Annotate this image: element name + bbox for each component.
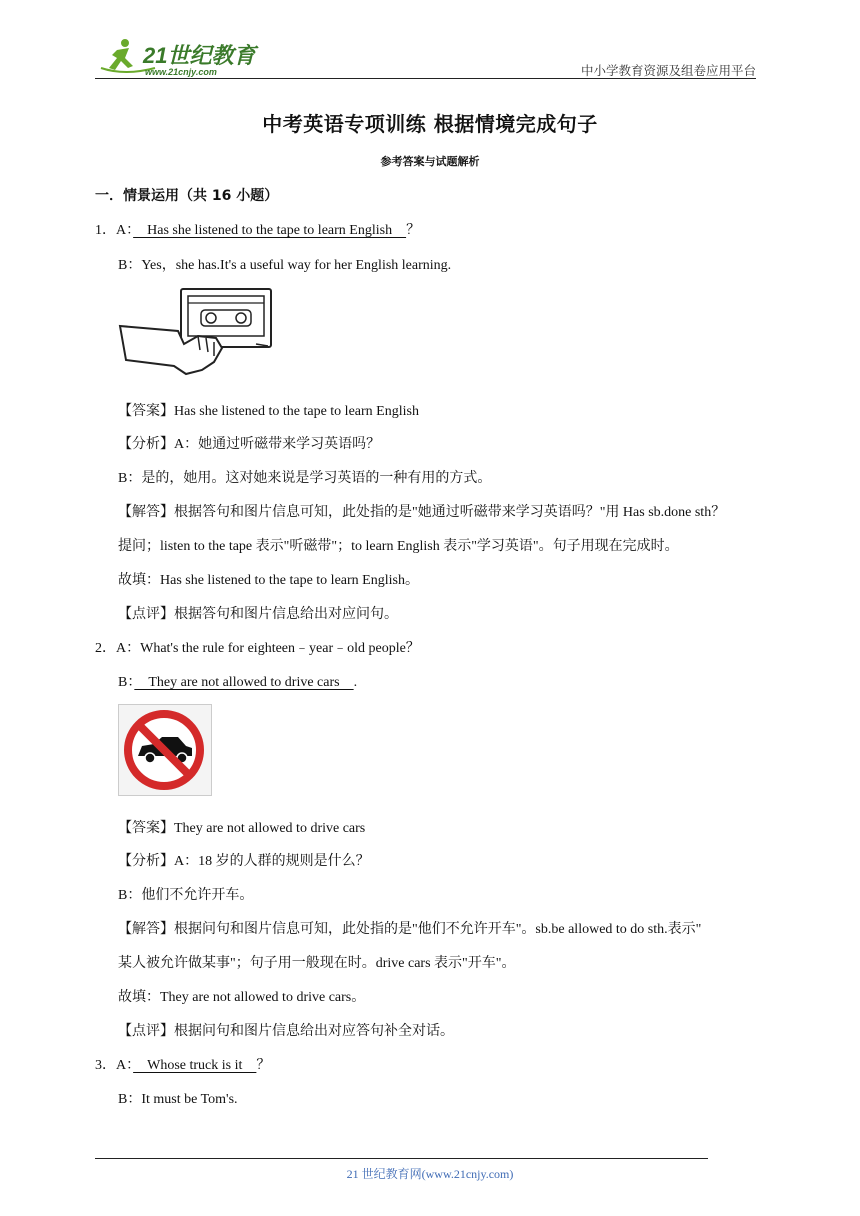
q2-blank: They are not allowed to drive cars bbox=[134, 675, 354, 690]
platform-name: 中小学教育资源及组卷应用平台 bbox=[580, 64, 756, 78]
svg-text:21世纪教育: 21世纪教育 bbox=[143, 43, 256, 68]
q1-analysis-b: B：是的，她用。这对她来说是学习英语的一种有用的方式。 bbox=[118, 471, 492, 486]
header-divider bbox=[95, 78, 756, 79]
q2-analysis-b: B：他们不允许开车。 bbox=[118, 888, 254, 903]
q3-reply: B：It must be Tom's. bbox=[118, 1092, 238, 1107]
q2-fill: 故填：They are not allowed to drive cars。 bbox=[118, 990, 366, 1005]
q2-solution: 【解答】根据问句和图片信息可知，此处指的是"他们不允许开车"。sb.be allowed to do sth.表示" bbox=[118, 922, 702, 937]
page-subtitle: 参考答案与试题解析 bbox=[380, 155, 480, 168]
section-heading: 一．情景运用（共 16 小题） bbox=[95, 188, 279, 204]
q2-solution-cont: 某人被允许做某事"；句子用一般现在时。drive cars 表示"开车"。 bbox=[118, 956, 516, 971]
q2-question-line: 2．A：What's the rule for eighteen﹣year﹣old people？ bbox=[95, 641, 420, 656]
q3-question-line: 3．A： Whose truck is it ？ bbox=[95, 1058, 271, 1073]
q3-blank: Whose truck is it bbox=[133, 1058, 257, 1073]
q1-fill: 故填：Has she listened to the tape to learn English。 bbox=[118, 573, 419, 588]
q1-comment: 【点评】根据答句和图片信息给出对应问句。 bbox=[118, 607, 398, 622]
no-driving-sign-icon bbox=[118, 704, 212, 796]
q1-solution-cont: 提问；listen to the tape 表示"听磁带"；to learn English 表示"学习英语"。句子用现在完成时。 bbox=[118, 539, 679, 554]
q1-blank: Has she listened to the tape to learn English bbox=[133, 223, 407, 238]
q1-question-line: 1．A： Has she listened to the tape to learn English ？ bbox=[95, 223, 421, 238]
q1-solution: 【解答】根据答句和图片信息可知，此处指的是"她通过听磁带来学习英语吗？"用 Has sb.done sth？ bbox=[118, 505, 726, 520]
footer-divider bbox=[95, 1158, 708, 1159]
q1-reply: B：Yes，she has.It's a useful way for her English learning. bbox=[118, 258, 452, 273]
q2-reply-line: B： They are not allowed to drive cars . bbox=[118, 675, 358, 690]
q2-comment: 【点评】根据问句和图片信息给出对应答句补全对话。 bbox=[118, 1024, 454, 1039]
cassette-tape-icon bbox=[118, 286, 278, 382]
svg-text:www.21cnjy.com: www.21cnjy.com bbox=[145, 67, 217, 77]
footer-link[interactable]: 21 世纪教育网(www.21cnjy.com) bbox=[346, 1167, 514, 1181]
q1-answer: 【答案】Has she listened to the tape to learn English bbox=[118, 404, 419, 419]
site-logo bbox=[95, 36, 260, 78]
q1-analysis-a: 【分析】A：她通过听磁带来学习英语吗？ bbox=[118, 437, 381, 452]
page-title: 中考英语专项训练 根据情境完成句子 bbox=[262, 112, 598, 136]
q2-analysis-a: 【分析】A：18 岁的人群的规则是什么？ bbox=[118, 854, 370, 869]
q2-answer: 【答案】They are not allowed to drive cars bbox=[118, 821, 366, 836]
